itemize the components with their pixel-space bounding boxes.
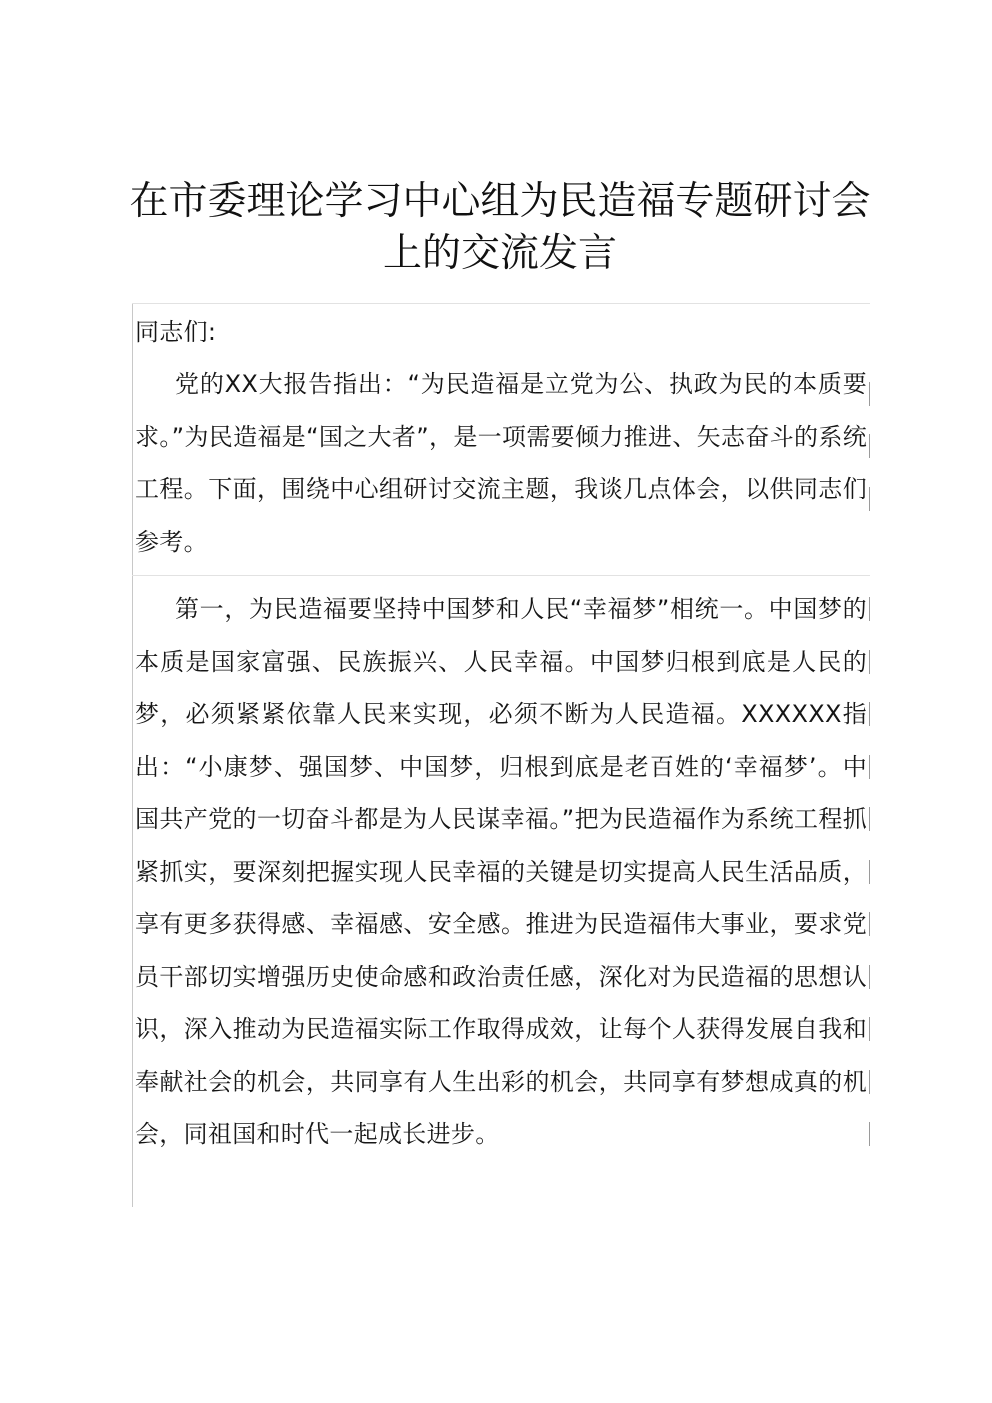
text-frame-top-border [132, 303, 870, 304]
line-end-marker [869, 382, 870, 406]
line-end-marker [869, 650, 870, 674]
paragraph-divider [132, 575, 870, 576]
line-end-marker [869, 912, 870, 936]
line-end-marker [869, 597, 870, 621]
line-end-marker [869, 434, 870, 458]
line-end-marker [869, 860, 870, 884]
line-end-marker [869, 487, 870, 511]
line-end-marker [869, 1122, 870, 1146]
line-end-marker [869, 755, 870, 779]
document-title: 在市委理论学习中心组为民造福专题研讨会上的交流发言 [129, 179, 871, 276]
line-end-marker [869, 702, 870, 726]
line-end-marker [869, 965, 870, 989]
line-end-marker [869, 1070, 870, 1094]
text-frame-left-border [132, 303, 133, 1207]
line-end-marker [869, 1017, 870, 1041]
paragraph-first-point: 第一，为民造福要坚持中国梦和人民“幸福梦”相统一。中国梦的本质是国家富强、民族振兴、人民幸福。中国梦归根到底是人民的梦，必须紧紧依靠人民来实现，必须不断为人民造福。XXXXXX指出：“小康梦、强国梦、中国梦，归根到底是老百姓的‘幸福梦’。中国共产党的一切奋斗都是为人民谋幸福。”把为民造福作为系统工程抓紧抓实，要深刻把握实现人民幸福的关键是切实提高人民生活品质，享有更多获得感、幸福感、安全感。推进为民造福伟大事业，要求党员干部切实增强历史使命感和政治责任感，深化对为民造福的思想认识，深入推动为民造福实际工作取得成效，让每个人获得发展自我和奉献社会的机会，共同享有人生出彩的机会，共同享有梦想成真的机会，同祖国和时代一起成长进步。 [135, 595, 867, 1148]
salutation: 同志们: [135, 318, 217, 346]
paragraph-intro: 党的XX大报告指出：“为民造福是立党为公、执政为民的本质要求。”为民造福是“国之大者”，是一项需要倾力推进、矢志奋斗的系统工程。下面，围绕中心组研讨交流主题，我谈几点体会，以供同志们参考。 [135, 370, 867, 556]
line-end-marker [869, 807, 870, 831]
document-body [132, 303, 870, 1207]
